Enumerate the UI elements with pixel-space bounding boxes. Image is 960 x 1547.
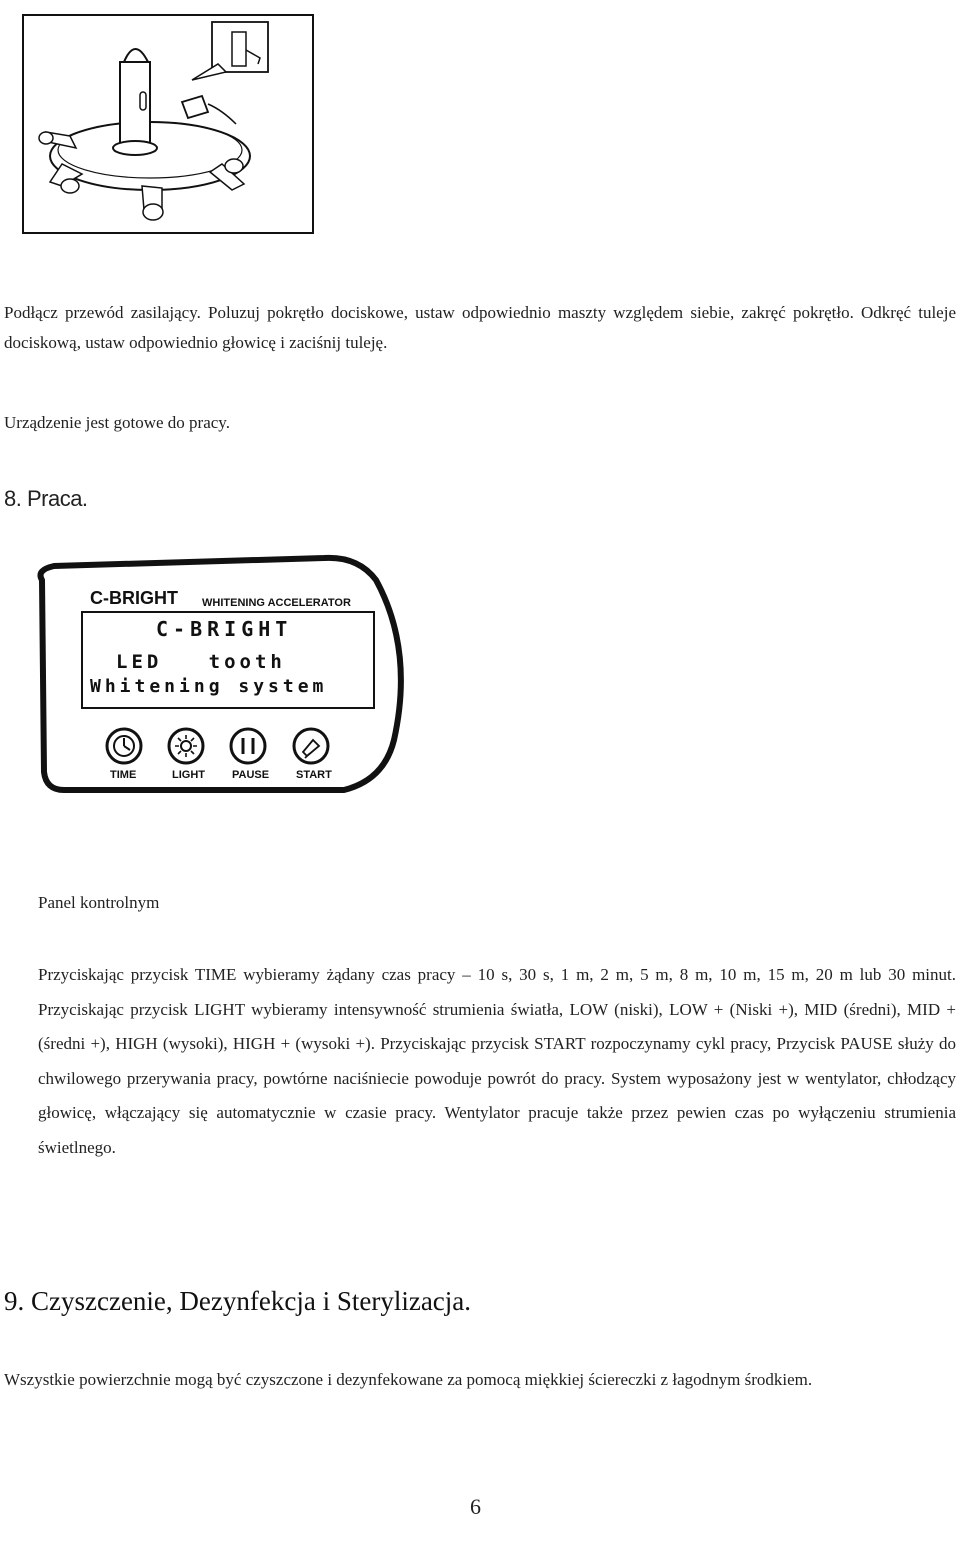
cleaning-paragraph: Wszystkie powierzchnie mogą być czyszczone i dezynfekowane za pomocą miękkiej ściereczki z łagodnym środkiem. bbox=[4, 1370, 813, 1389]
stand-illustration bbox=[22, 14, 314, 234]
lcd-line-3: Whitening system bbox=[90, 676, 328, 697]
page-number: 6 bbox=[470, 1494, 481, 1519]
section-8-heading: 8. Praca. bbox=[4, 486, 88, 511]
control-panel-drawing bbox=[24, 540, 420, 812]
time-label: TIME bbox=[110, 769, 137, 781]
section-9-heading: 9. Czyszczenie, Dezynfekcja i Sterylizacja. bbox=[4, 1286, 472, 1316]
instructions-paragraph: Podłącz przewód zasilający. Poluzuj pokrętło dociskowe, ustaw odpowiednio maszty względem siebie, zakręć pokrętło. Odkręć tuleje dociskową, ustaw odpowiednio głowicę i zaciśnij tuleję. bbox=[4, 303, 956, 352]
pause-button[interactable] bbox=[231, 729, 269, 781]
panel-description: Przyciskając przycisk TIME wybieramy żądany czas pracy – 10 s, 30 s, 1 m, 2 m, 5 m, 8 m, 10 m, 15 m, 20 m lub 30 minut. Przyciskając przycisk LIGHT wybieramy intensywność strumienia światła, LOW (niski), LOW + (Niski +), MID (średni), MID + (średni +), HIGH (wysoki), HIGH + (wysoki +). Przyciskając przycisk START rozpoczynamy cykl pracy, Przycisk PAUSE służy do chwilowego przerywania pracy, powtórne naciśniecie powoduje powrót do pracy. System wyposażony jest w wentylator, chłodzący głowicę, włączający się automatycznie w czasie pracy. Wentylator pracuje także przez pewien czas po wyłączeniu strumienia świetlnego. bbox=[38, 965, 956, 1157]
start-label: START bbox=[296, 769, 332, 781]
control-panel-figure bbox=[24, 540, 420, 812]
pause-label: PAUSE bbox=[232, 769, 270, 781]
light-label: LIGHT bbox=[172, 769, 205, 781]
time-button[interactable] bbox=[107, 729, 141, 781]
panel-subtitle: WHITENING ACCELERATOR bbox=[202, 597, 351, 609]
panel-caption: Panel kontrolnym bbox=[38, 893, 160, 912]
lcd-line-1: C-BRIGHT bbox=[156, 617, 293, 641]
stand-drawing bbox=[22, 14, 314, 234]
lcd-line-2: LED tooth bbox=[116, 651, 286, 673]
panel-brand: C-BRIGHT bbox=[90, 588, 178, 608]
start-button[interactable] bbox=[294, 729, 332, 781]
ready-text: Urządzenie jest gotowe do pracy. bbox=[4, 413, 230, 432]
light-button[interactable] bbox=[169, 729, 205, 781]
